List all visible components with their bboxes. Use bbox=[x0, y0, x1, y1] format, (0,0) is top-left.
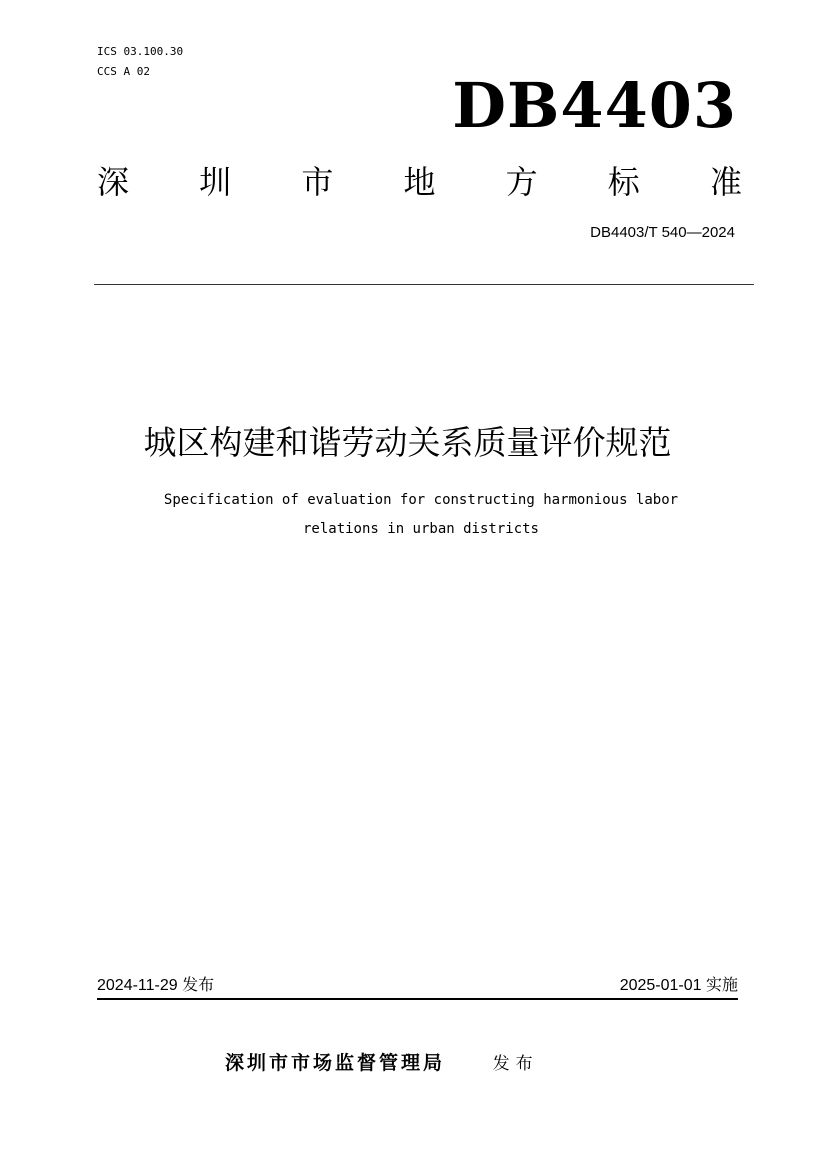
title-english-line: Specification of evaluation for constructing harmonious labor bbox=[163, 492, 679, 508]
standard-type-char: 标 bbox=[607, 163, 640, 201]
standard-type-heading bbox=[97, 157, 742, 203]
issuer-action: 发布 bbox=[492, 1054, 539, 1074]
db-code-heading: DB4403 bbox=[452, 69, 737, 142]
standard-number: DB4403/T 540—2024 bbox=[590, 224, 735, 241]
header-divider bbox=[94, 284, 754, 285]
standard-type-char: 地 bbox=[403, 163, 436, 201]
issue-date: 2024-11-29 发布 bbox=[97, 977, 215, 994]
title-english bbox=[100, 486, 742, 544]
title-english-line: relations in urban districts bbox=[302, 521, 539, 537]
ics-code: ICS 03.100.30 bbox=[97, 45, 184, 58]
standard-type-char: 市 bbox=[301, 163, 334, 201]
issuer-name: 深圳市市场监督管理局 bbox=[225, 1052, 446, 1074]
title-chinese: 城区构建和谐劳动关系质量评价规范 bbox=[143, 423, 672, 462]
classification-codes bbox=[97, 42, 183, 82]
standard-type-char: 方 bbox=[505, 163, 538, 201]
standard-type-char: 准 bbox=[709, 163, 742, 201]
ccs-code: CCS A 02 bbox=[97, 65, 150, 78]
standard-type-char: 圳 bbox=[199, 163, 232, 201]
standard-type-char: 深 bbox=[97, 163, 130, 201]
issuer-row bbox=[225, 1048, 539, 1079]
dates-row bbox=[97, 974, 738, 1000]
implementation-date: 2025-01-01 实施 bbox=[619, 977, 738, 994]
